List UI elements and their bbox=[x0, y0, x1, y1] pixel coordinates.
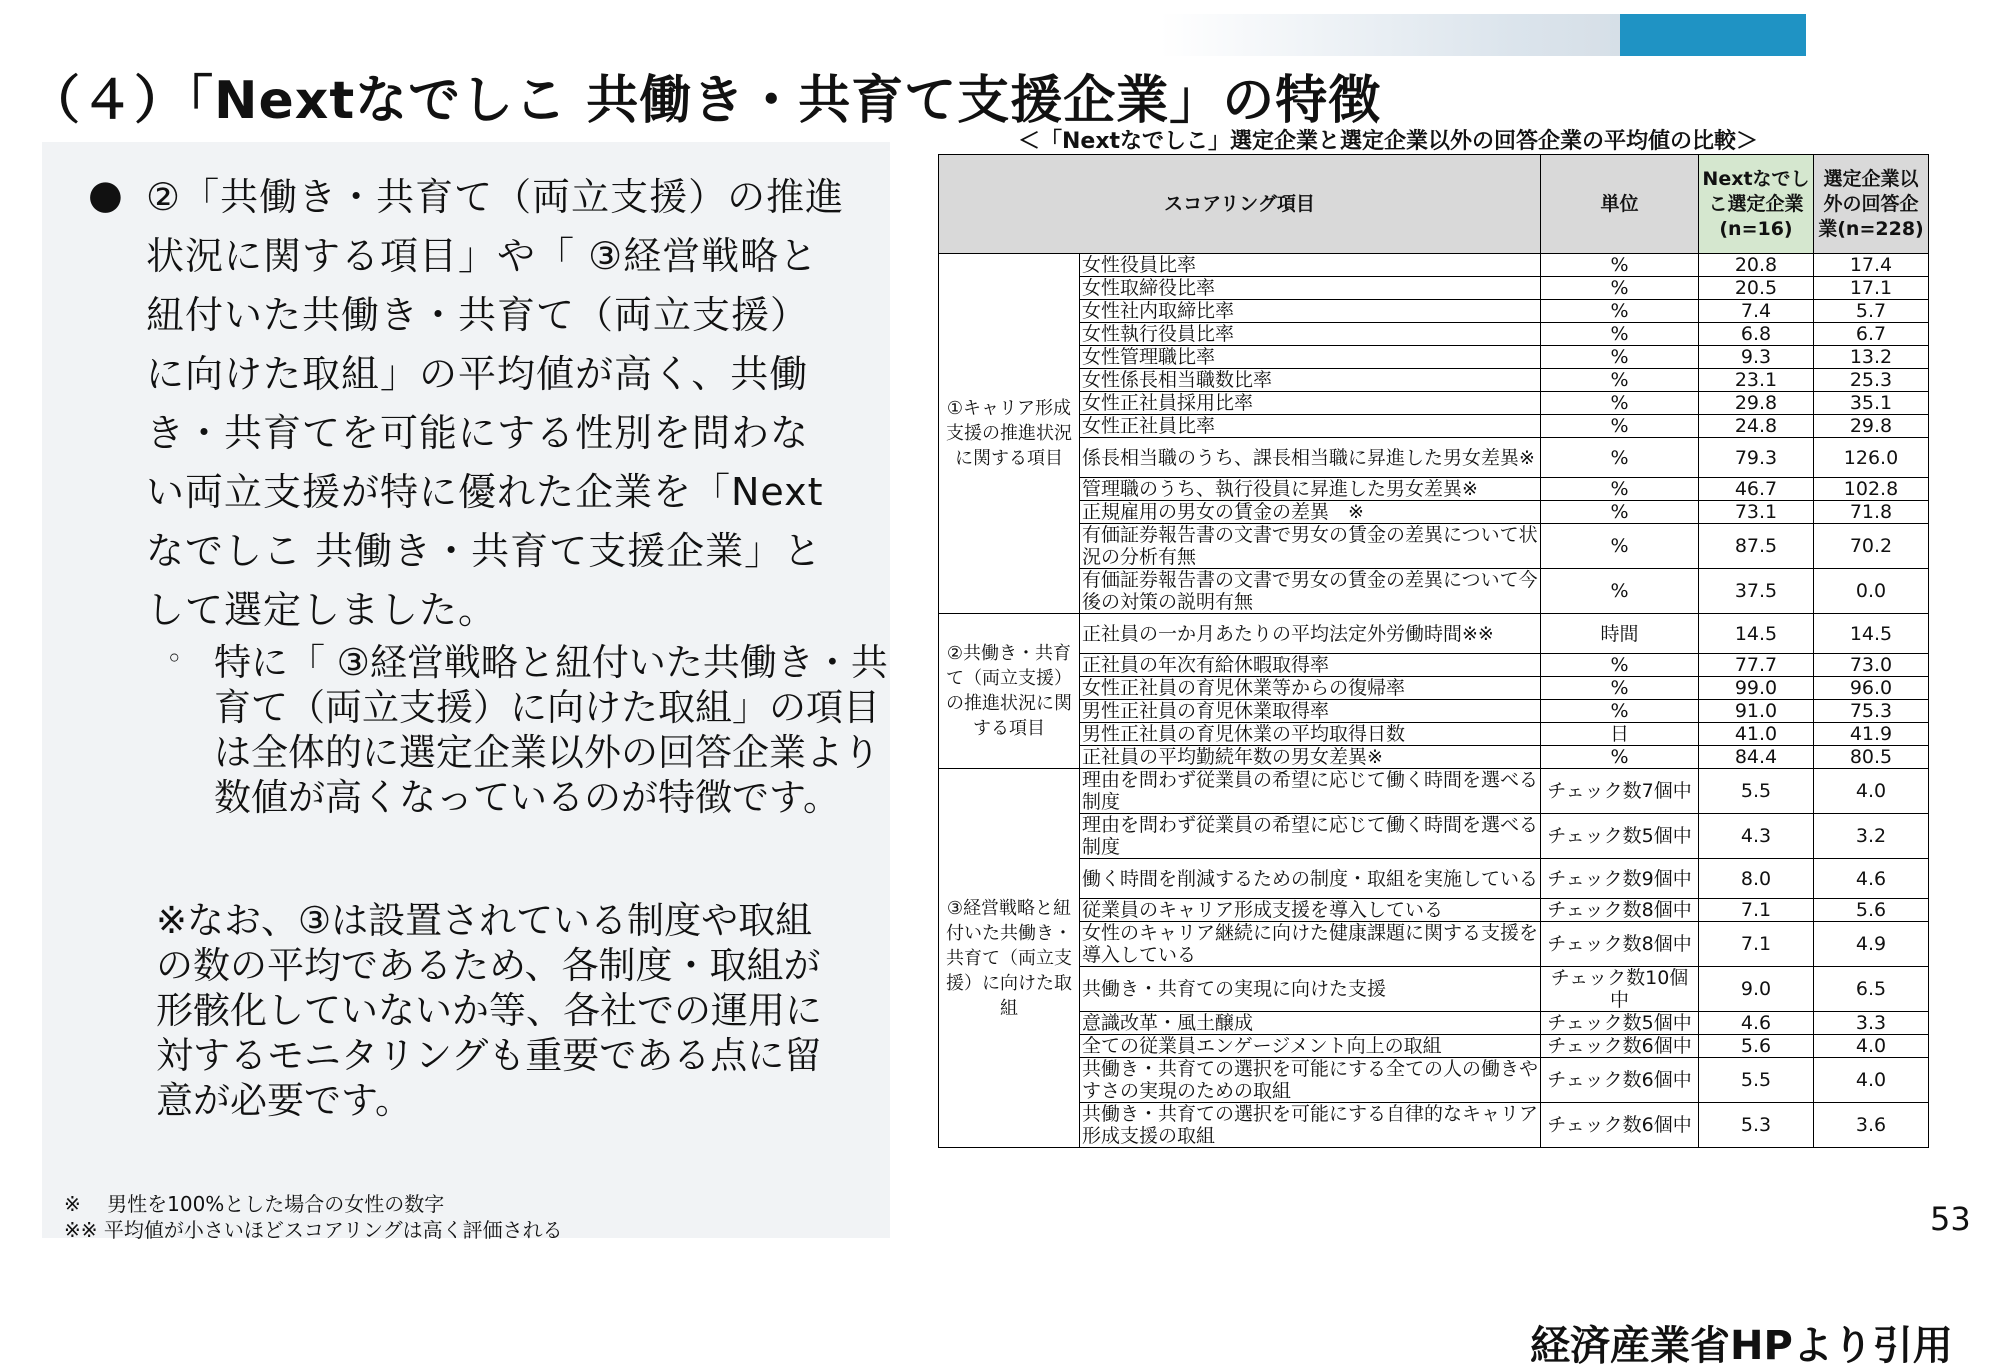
other-value-cell: 73.0 bbox=[1814, 654, 1929, 677]
item-cell: 女性役員比率 bbox=[1080, 254, 1541, 277]
unit-cell: % bbox=[1541, 746, 1699, 769]
other-value-cell: 126.0 bbox=[1814, 438, 1929, 478]
unit-cell: チェック数6個中 bbox=[1541, 1103, 1699, 1148]
item-cell: 女性正社員比率 bbox=[1080, 415, 1541, 438]
unit-cell: % bbox=[1541, 254, 1699, 277]
page-number: 53 bbox=[1930, 1200, 1971, 1238]
main-bullet-text: ②「共働き・共育て（両立支援）の推進状況に関する項目」や「 ③経営戦略と紐付いた共働き・共育て（両立支援）に向けた取組」の平均値が高く、共働き・共育てを可能にする性別を問わない両立支援が特に優れた企業を「Nextなでしこ 共働き・共育て支援企業」として選定しました。 bbox=[146, 175, 845, 632]
other-value-cell: 17.4 bbox=[1814, 254, 1929, 277]
other-value-cell: 5.6 bbox=[1814, 899, 1929, 922]
next-value-cell: 5.5 bbox=[1699, 1058, 1814, 1103]
next-value-cell: 41.0 bbox=[1699, 723, 1814, 746]
table-body bbox=[939, 254, 1929, 1148]
next-value-cell: 5.6 bbox=[1699, 1035, 1814, 1058]
table-row bbox=[939, 569, 1929, 614]
next-value-cell: 8.0 bbox=[1699, 859, 1814, 899]
table-row bbox=[939, 524, 1929, 569]
table-row bbox=[939, 746, 1929, 769]
unit-cell: 時間 bbox=[1541, 614, 1699, 654]
other-value-cell: 29.8 bbox=[1814, 415, 1929, 438]
table-row bbox=[939, 1058, 1929, 1103]
table-row bbox=[939, 300, 1929, 323]
unit-cell: % bbox=[1541, 501, 1699, 524]
unit-cell: % bbox=[1541, 569, 1699, 614]
item-cell: 有価証券報告書の文書で男女の賃金の差異について状況の分析有無 bbox=[1080, 524, 1541, 569]
category-cell: ③経営戦略と紐付いた共働き・共育て（両立支援）に向けた取組 bbox=[939, 769, 1080, 1148]
item-cell: 意識改革・風土醸成 bbox=[1080, 1012, 1541, 1035]
table-row bbox=[939, 415, 1929, 438]
next-value-cell: 5.3 bbox=[1699, 1103, 1814, 1148]
table-row bbox=[939, 323, 1929, 346]
item-cell: 共働き・共育ての選択を可能にする自律的なキャリア形成支援の取組 bbox=[1080, 1103, 1541, 1148]
item-cell: 女性係長相当職数比率 bbox=[1080, 369, 1541, 392]
unit-cell: % bbox=[1541, 323, 1699, 346]
item-cell: 男性正社員の育児休業取得率 bbox=[1080, 700, 1541, 723]
next-value-cell: 84.4 bbox=[1699, 746, 1814, 769]
table-row bbox=[939, 369, 1929, 392]
next-value-cell: 87.5 bbox=[1699, 524, 1814, 569]
unit-cell: チェック数10個中 bbox=[1541, 967, 1699, 1012]
next-value-cell: 7.1 bbox=[1699, 899, 1814, 922]
header-other-companies: 選定企業以外の回答企業(n=228) bbox=[1814, 155, 1929, 254]
next-value-cell: 77.7 bbox=[1699, 654, 1814, 677]
caution-note: ※なお、③は設置されている制度や取組の数の平均であるため、各制度・取組が形骸化していないか等、各社での運用に対するモニタリングも重要である点に留意が必要です。 bbox=[156, 899, 822, 1122]
unit-cell: チェック数8個中 bbox=[1541, 922, 1699, 967]
next-value-cell: 4.6 bbox=[1699, 1012, 1814, 1035]
item-cell: 女性正社員採用比率 bbox=[1080, 392, 1541, 415]
next-value-cell: 6.8 bbox=[1699, 323, 1814, 346]
other-value-cell: 3.3 bbox=[1814, 1012, 1929, 1035]
other-value-cell: 80.5 bbox=[1814, 746, 1929, 769]
other-value-cell: 25.3 bbox=[1814, 369, 1929, 392]
item-cell: 共働き・共育ての選択を可能にする全ての人の働きやすさの実現のための取組 bbox=[1080, 1058, 1541, 1103]
next-value-cell: 91.0 bbox=[1699, 700, 1814, 723]
unit-cell: % bbox=[1541, 654, 1699, 677]
other-value-cell: 13.2 bbox=[1814, 346, 1929, 369]
item-cell: 女性執行役員比率 bbox=[1080, 323, 1541, 346]
table-row bbox=[939, 346, 1929, 369]
other-value-cell: 0.0 bbox=[1814, 569, 1929, 614]
bullet-icon: ● bbox=[88, 172, 123, 218]
other-value-cell: 6.7 bbox=[1814, 323, 1929, 346]
table-row bbox=[939, 654, 1929, 677]
item-cell: 男性正社員の育児休業の平均取得日数 bbox=[1080, 723, 1541, 746]
source-note: 経済産業省HPより引用 bbox=[1530, 1323, 1953, 1369]
unit-cell: % bbox=[1541, 438, 1699, 478]
unit-cell: % bbox=[1541, 415, 1699, 438]
table-row bbox=[939, 769, 1929, 814]
item-cell: 働く時間を削減するための制度・取組を実施している bbox=[1080, 859, 1541, 899]
next-value-cell: 37.5 bbox=[1699, 569, 1814, 614]
next-value-cell: 24.8 bbox=[1699, 415, 1814, 438]
other-value-cell: 5.7 bbox=[1814, 300, 1929, 323]
next-value-cell: 9.3 bbox=[1699, 346, 1814, 369]
table-row bbox=[939, 614, 1929, 654]
next-value-cell: 29.8 bbox=[1699, 392, 1814, 415]
item-cell: 女性のキャリア継続に向けた健康課題に関する支援を導入している bbox=[1080, 922, 1541, 967]
item-cell: 管理職のうち、執行役員に昇進した男女差異※ bbox=[1080, 478, 1541, 501]
other-value-cell: 4.9 bbox=[1814, 922, 1929, 967]
table-row bbox=[939, 899, 1929, 922]
table-row bbox=[939, 1035, 1929, 1058]
table-row bbox=[939, 438, 1929, 478]
table-row bbox=[939, 277, 1929, 300]
comparison-table bbox=[938, 154, 1929, 1148]
next-value-cell: 7.4 bbox=[1699, 300, 1814, 323]
other-value-cell: 71.8 bbox=[1814, 501, 1929, 524]
unit-cell: % bbox=[1541, 524, 1699, 569]
unit-cell: チェック数8個中 bbox=[1541, 899, 1699, 922]
item-cell: 女性管理職比率 bbox=[1080, 346, 1541, 369]
item-cell: 正社員の一か月あたりの平均法定外労働時間※※ bbox=[1080, 614, 1541, 654]
other-value-cell: 3.2 bbox=[1814, 814, 1929, 859]
unit-cell: % bbox=[1541, 677, 1699, 700]
next-value-cell: 73.1 bbox=[1699, 501, 1814, 524]
other-value-cell: 4.0 bbox=[1814, 1035, 1929, 1058]
footnote-1: ※ 男性を100%とした場合の女性の数字 bbox=[64, 1192, 445, 1216]
unit-cell: % bbox=[1541, 346, 1699, 369]
category-cell: ①キャリア形成支援の推進状況に関する項目 bbox=[939, 254, 1080, 614]
next-value-cell: 46.7 bbox=[1699, 478, 1814, 501]
table-row bbox=[939, 677, 1929, 700]
unit-cell: % bbox=[1541, 300, 1699, 323]
next-value-cell: 9.0 bbox=[1699, 967, 1814, 1012]
item-cell: 正社員の年次有給休暇取得率 bbox=[1080, 654, 1541, 677]
next-value-cell: 5.5 bbox=[1699, 769, 1814, 814]
other-value-cell: 102.8 bbox=[1814, 478, 1929, 501]
other-value-cell: 35.1 bbox=[1814, 392, 1929, 415]
table-row bbox=[939, 1103, 1929, 1148]
unit-cell: % bbox=[1541, 392, 1699, 415]
next-value-cell: 14.5 bbox=[1699, 614, 1814, 654]
unit-cell: チェック数6個中 bbox=[1541, 1035, 1699, 1058]
table-row bbox=[939, 723, 1929, 746]
item-cell: 正規雇用の男女の賃金の差異 ※ bbox=[1080, 501, 1541, 524]
item-cell: 有価証券報告書の文書で男女の賃金の差異について今後の対策の説明有無 bbox=[1080, 569, 1541, 614]
unit-cell: チェック数7個中 bbox=[1541, 769, 1699, 814]
table-row bbox=[939, 700, 1929, 723]
table-caption: ＜「Nextなでしこ」選定企業と選定企業以外の回答企業の平均値の比較＞ bbox=[1018, 129, 1759, 154]
header-scoring-item: スコアリング項目 bbox=[939, 155, 1541, 254]
unit-cell: チェック数9個中 bbox=[1541, 859, 1699, 899]
unit-cell: チェック数5個中 bbox=[1541, 814, 1699, 859]
item-cell: 共働き・共育ての実現に向けた支援 bbox=[1080, 967, 1541, 1012]
item-cell: 理由を問わず従業員の希望に応じて働く時間を選べる制度 bbox=[1080, 769, 1541, 814]
table-row bbox=[939, 478, 1929, 501]
table-row bbox=[939, 501, 1929, 524]
unit-cell: % bbox=[1541, 277, 1699, 300]
next-value-cell: 99.0 bbox=[1699, 677, 1814, 700]
unit-cell: チェック数6個中 bbox=[1541, 1058, 1699, 1103]
category-cell: ②共働き・共育て（両立支援）の推進状況に関する項目 bbox=[939, 614, 1080, 769]
next-value-cell: 20.8 bbox=[1699, 254, 1814, 277]
other-value-cell: 96.0 bbox=[1814, 677, 1929, 700]
summary-panel bbox=[42, 142, 890, 1242]
next-value-cell: 7.1 bbox=[1699, 922, 1814, 967]
table-header-row bbox=[939, 155, 1929, 254]
header-decoration-bar bbox=[1160, 14, 1806, 56]
other-value-cell: 4.0 bbox=[1814, 1058, 1929, 1103]
slide-title: （４）「Nextなでしこ 共働き・共育て支援企業」の特徴 bbox=[28, 71, 1382, 131]
item-cell: 全ての従業員エンゲージメント向上の取組 bbox=[1080, 1035, 1541, 1058]
next-value-cell: 79.3 bbox=[1699, 438, 1814, 478]
sub-bullet-icon: ◦ bbox=[166, 642, 183, 675]
item-cell: 女性取締役比率 bbox=[1080, 277, 1541, 300]
table-row bbox=[939, 922, 1929, 967]
table-row bbox=[939, 967, 1929, 1012]
footnote-2: ※※ 平均値が小さいほどスコアリングは高く評価される bbox=[64, 1218, 563, 1242]
sub-bullet-text: 特に「 ③経営戦略と紐付いた共働き・共育て（両立支援）に向けた取組」の項目は全体的に選定企業以外の回答企業より数値が高くなっているのが特徴です。 bbox=[214, 641, 888, 819]
unit-cell: チェック数5個中 bbox=[1541, 1012, 1699, 1035]
table-row bbox=[939, 814, 1929, 859]
unit-cell: 日 bbox=[1541, 723, 1699, 746]
other-value-cell: 4.6 bbox=[1814, 859, 1929, 899]
item-cell: 係長相当職のうち、課長相当職に昇進した男女差異※ bbox=[1080, 438, 1541, 478]
next-value-cell: 4.3 bbox=[1699, 814, 1814, 859]
header-accent-block bbox=[1620, 14, 1806, 56]
other-value-cell: 75.3 bbox=[1814, 700, 1929, 723]
table-row bbox=[939, 254, 1929, 277]
other-value-cell: 70.2 bbox=[1814, 524, 1929, 569]
next-value-cell: 20.5 bbox=[1699, 277, 1814, 300]
item-cell: 正社員の平均勤続年数の男女差異※ bbox=[1080, 746, 1541, 769]
header-unit: 単位 bbox=[1541, 155, 1699, 254]
unit-cell: % bbox=[1541, 478, 1699, 501]
item-cell: 従業員のキャリア形成支援を導入している bbox=[1080, 899, 1541, 922]
item-cell: 理由を問わず従業員の希望に応じて働く時間を選べる制度 bbox=[1080, 814, 1541, 859]
other-value-cell: 3.6 bbox=[1814, 1103, 1929, 1148]
item-cell: 女性正社員の育児休業等からの復帰率 bbox=[1080, 677, 1541, 700]
table-row bbox=[939, 392, 1929, 415]
item-cell: 女性社内取締比率 bbox=[1080, 300, 1541, 323]
header-next-nadeshiko: Nextなでしこ選定企業(n=16) bbox=[1699, 155, 1814, 254]
other-value-cell: 4.0 bbox=[1814, 769, 1929, 814]
next-value-cell: 23.1 bbox=[1699, 369, 1814, 392]
table-row bbox=[939, 1012, 1929, 1035]
unit-cell: % bbox=[1541, 700, 1699, 723]
table-row bbox=[939, 859, 1929, 899]
other-value-cell: 14.5 bbox=[1814, 614, 1929, 654]
other-value-cell: 6.5 bbox=[1814, 967, 1929, 1012]
other-value-cell: 17.1 bbox=[1814, 277, 1929, 300]
unit-cell: % bbox=[1541, 369, 1699, 392]
other-value-cell: 41.9 bbox=[1814, 723, 1929, 746]
